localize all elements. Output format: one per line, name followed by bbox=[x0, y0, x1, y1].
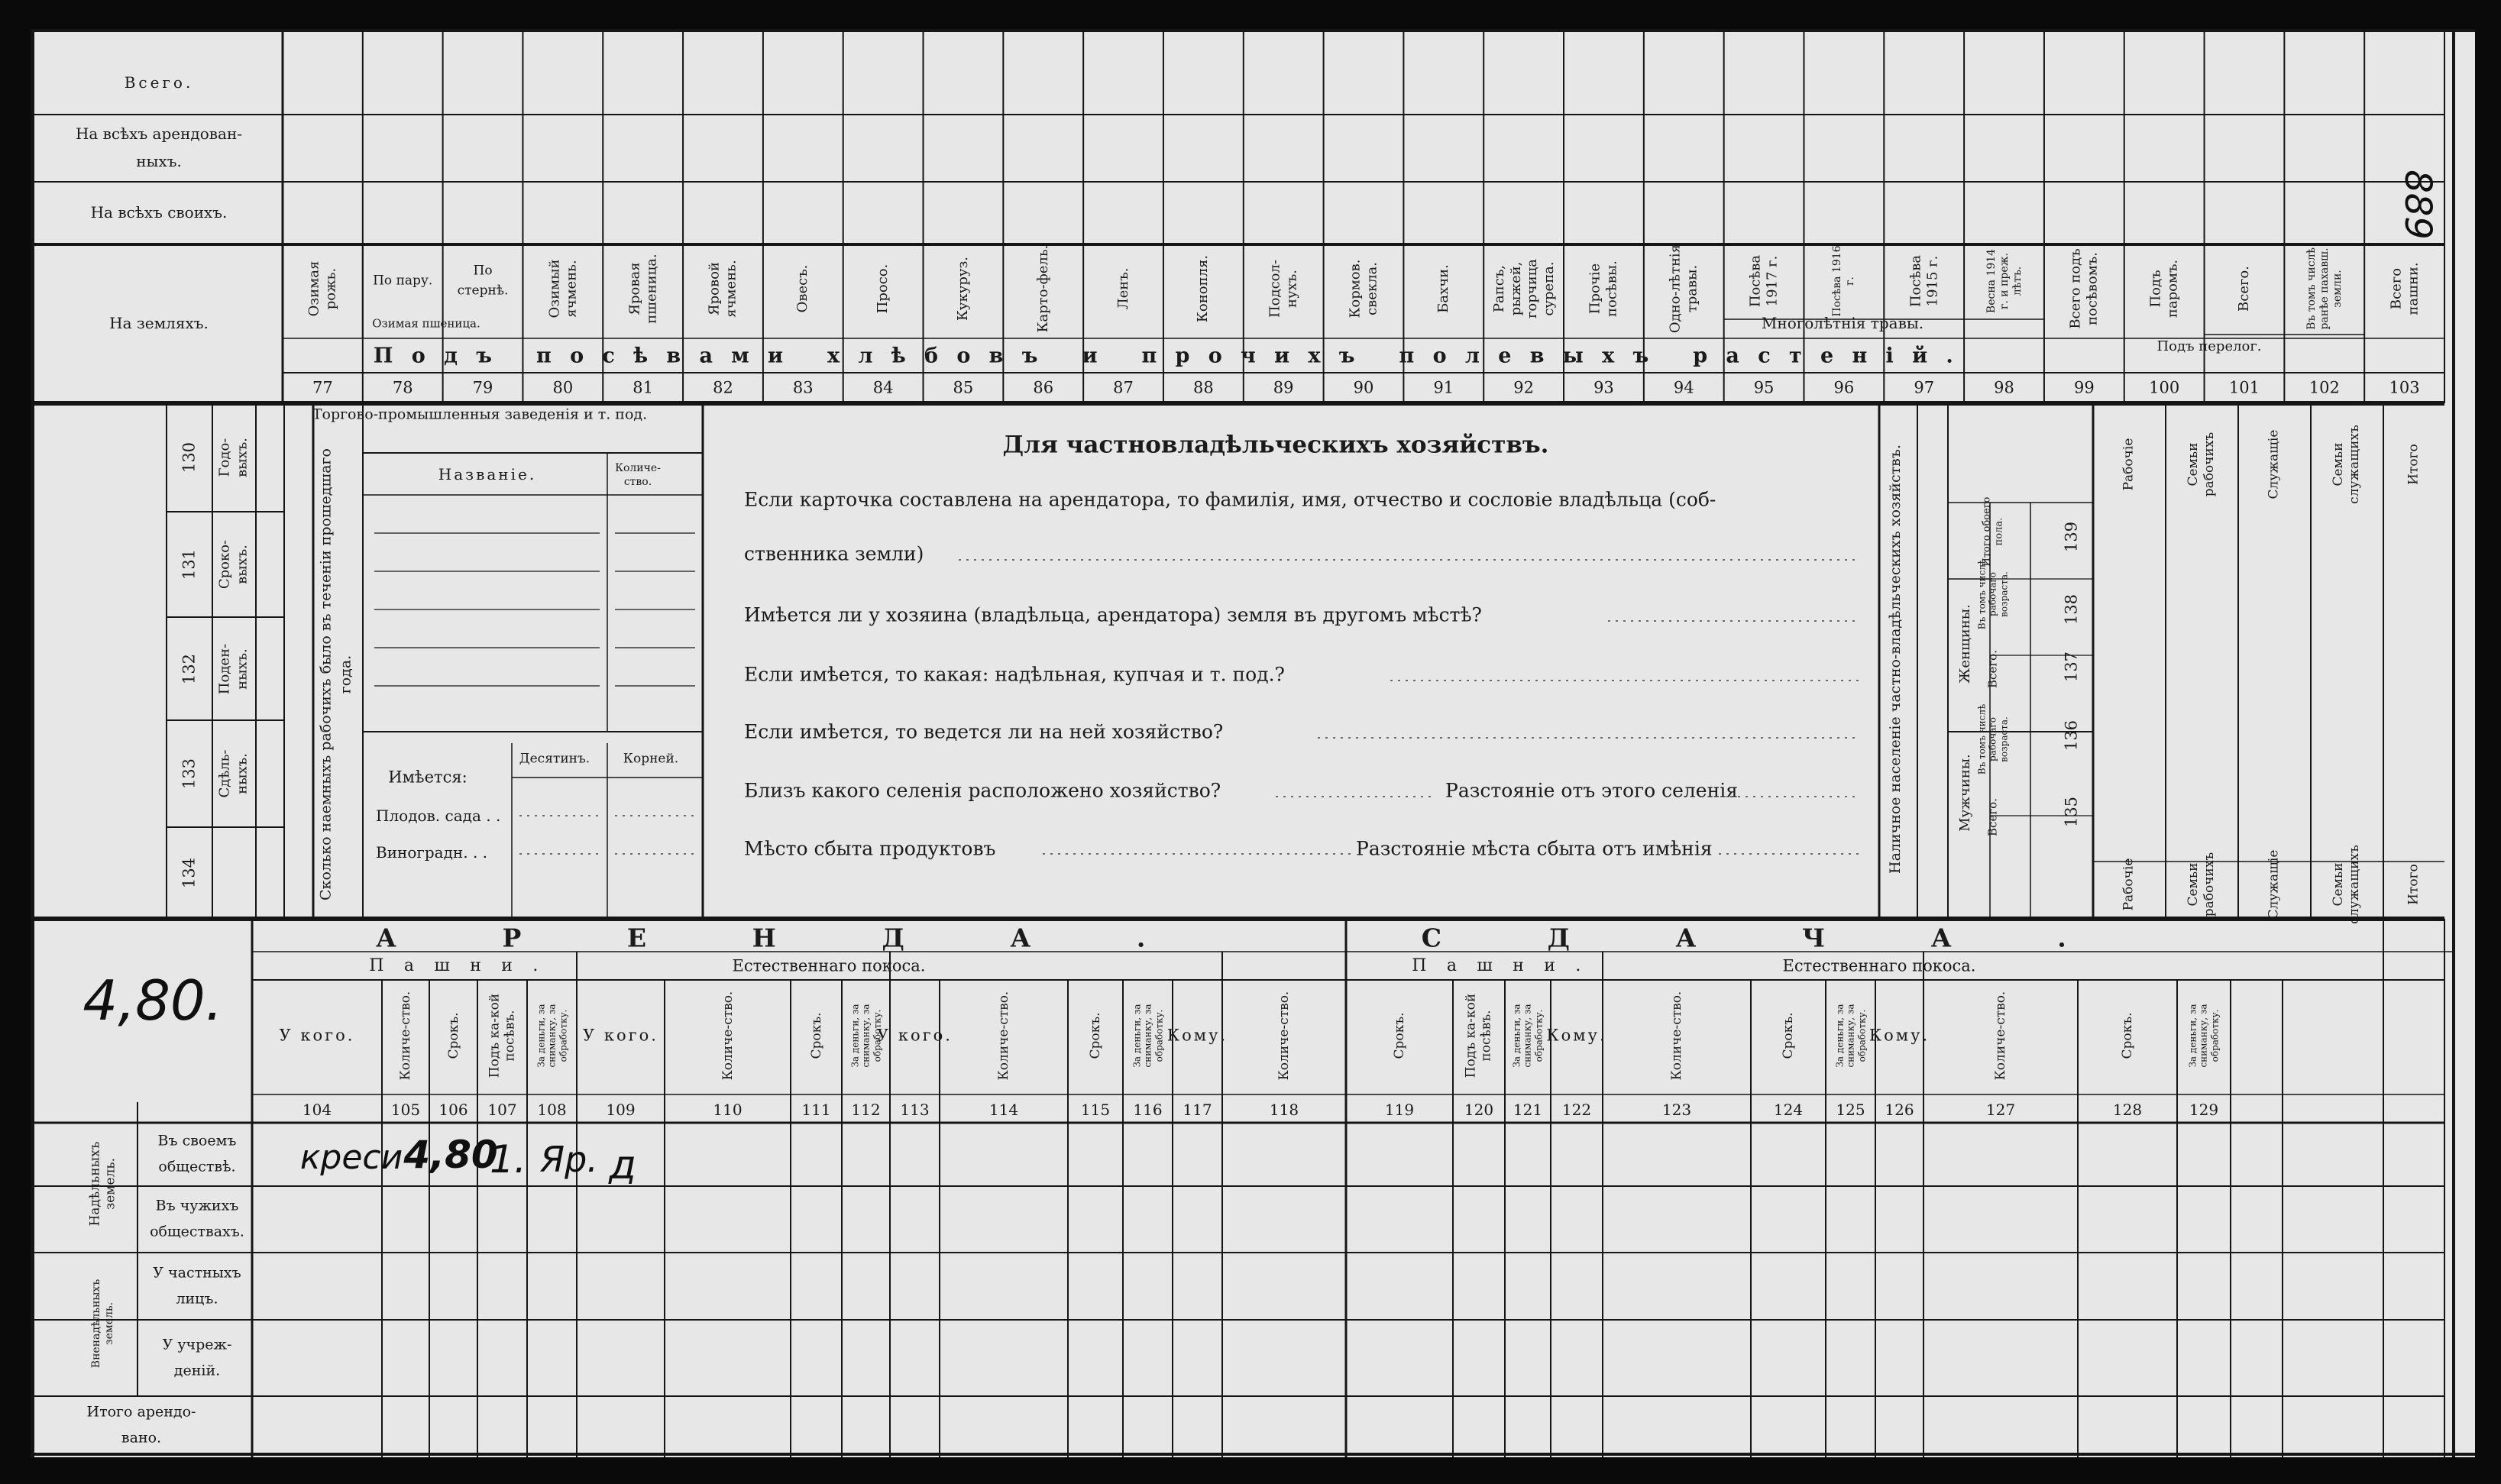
crop-col-header: Яровой ячмень. bbox=[706, 260, 739, 318]
lease-col-header: У кого. bbox=[279, 1026, 355, 1045]
lease-col-number: 111 bbox=[801, 1101, 831, 1119]
population-total-both: Итого обоего пола. bbox=[1981, 496, 2004, 567]
crop-col-number: 77 bbox=[312, 378, 333, 397]
trade-qty-col: Количе-ство. bbox=[615, 461, 661, 488]
population-category-bottom: Семьи служащихъ bbox=[2330, 845, 2362, 924]
lease-col-header: Подъ ка-кой посѣвъ. bbox=[487, 993, 518, 1078]
crop-col-header: Овесъ. bbox=[794, 264, 811, 313]
crop-col-header: Озимый ячмень. bbox=[546, 259, 579, 318]
private-farms-title: Для частновладѣльческихъ хозяйствъ. bbox=[1002, 431, 1549, 459]
lease-col-number: 108 bbox=[537, 1101, 567, 1119]
trade-title: Торгово-промышленныя заведенія и т. под. bbox=[312, 406, 648, 423]
population-category-top: Итого bbox=[2406, 444, 2422, 485]
crop-col-number: 100 bbox=[2149, 378, 2180, 397]
crop-col-header: Подъ паромъ. bbox=[2147, 259, 2181, 318]
pod-posevami-banner: Подъ посѣвами хлѣбовъ и прочихъ полевыхъ растеній. bbox=[373, 344, 1972, 368]
worker-column-number: 131 bbox=[180, 548, 199, 580]
private-q5-distance: Разстояніе отъ этого селенія bbox=[1445, 779, 1739, 802]
population-men-vsego: Всего. bbox=[1985, 798, 2000, 836]
crop-col-header: Подсол-нухъ. bbox=[1267, 259, 1300, 318]
crop-col-header: Просо. bbox=[875, 263, 891, 314]
population-women-vsego: Всего. bbox=[1985, 650, 2000, 688]
lease-row-label: У частныхъ bbox=[153, 1264, 241, 1282]
lease-col-header: За деньги, за сниманку, за обработку. bbox=[1131, 1004, 1164, 1068]
lease-col-header: Кому. bbox=[1546, 1026, 1607, 1045]
crop-col-number: 96 bbox=[1833, 378, 1855, 397]
lease-row-label: Итого арендо- bbox=[86, 1403, 196, 1421]
crop-col-header: Кормов. свекла. bbox=[1347, 259, 1380, 318]
population-column-number: 135 bbox=[2062, 796, 2081, 828]
lease-col-header: За деньги, за сниманку, за обработку. bbox=[535, 1004, 568, 1068]
private-q5: Близъ какого селенія расположено хозяйство? bbox=[744, 779, 1221, 802]
lease-col-number: 117 bbox=[1183, 1101, 1212, 1119]
lease-col-number: 109 bbox=[606, 1101, 636, 1119]
crop-col-header: Прочіе посѣвы. bbox=[1587, 260, 1620, 317]
lease-col-header: Количе-ство. bbox=[995, 991, 1011, 1081]
lease-col-header: Кому. bbox=[1868, 1026, 1930, 1045]
lease-col-number: 105 bbox=[390, 1101, 421, 1119]
orchard-col-desyatin: Десятинъ. bbox=[519, 751, 590, 767]
crop-col-number: 88 bbox=[1192, 378, 1214, 397]
worker-column-number: 130 bbox=[180, 441, 199, 474]
lease-col-number: 106 bbox=[438, 1101, 468, 1119]
handwritten-term: 1. bbox=[490, 1137, 526, 1182]
worker-column-number: 134 bbox=[180, 857, 199, 889]
crop-col-number: 97 bbox=[1914, 378, 1935, 397]
crop-col-number: 92 bbox=[1513, 378, 1534, 397]
crop-col-header: Карто-фель. bbox=[1034, 244, 1051, 333]
lease-col-number: 121 bbox=[1513, 1101, 1543, 1119]
crop-col-number: 82 bbox=[713, 378, 733, 397]
lease-col-header: Количе-ство. bbox=[1276, 991, 1292, 1081]
lease-col-header: У кого. bbox=[583, 1026, 658, 1045]
na-zemlyakh-label: На земляхъ. bbox=[109, 314, 209, 332]
lease-col-number: 122 bbox=[1561, 1101, 1592, 1119]
population-title: Наличное населеніе частно-владѣльческихъ хозяйствъ. bbox=[1887, 445, 1904, 874]
crop-col-number: 86 bbox=[1033, 378, 1054, 397]
handwritten-mode: д bbox=[609, 1143, 636, 1188]
lease-col-header: За деньги, за сниманку, за обработку. bbox=[1511, 1004, 1545, 1068]
worker-column-label: Поден-ныхъ. bbox=[216, 643, 251, 695]
lease-col-header: Подъ ка-кой посѣвъ. bbox=[1463, 993, 1494, 1078]
lease-col-header: Срокъ. bbox=[445, 1012, 461, 1059]
lease-row-label: Въ чужихъ bbox=[155, 1197, 239, 1214]
lease-col-header: Количе-ство. bbox=[1668, 991, 1684, 1081]
lease-col-number: 107 bbox=[487, 1101, 517, 1119]
orchard-col-korney: Корней. bbox=[623, 751, 679, 767]
lease-row-label-cont: обществѣ. bbox=[158, 1158, 236, 1175]
sdacha-pokos: Естественнаго покоса. bbox=[1782, 956, 1976, 975]
arenda-pokos: Естественнаго покоса. bbox=[732, 956, 926, 975]
population-category-bottom: Служащіе bbox=[2266, 849, 2282, 920]
crop-col-number: 81 bbox=[633, 378, 654, 397]
lease-row-label: Въ своемъ bbox=[157, 1132, 237, 1149]
lease-col-header: Количе-ство. bbox=[1992, 991, 2008, 1081]
crop-col-header: По стернѣ. bbox=[457, 263, 509, 298]
lease-col-number: 129 bbox=[2189, 1101, 2219, 1119]
population-category-top: Рабочіе bbox=[2121, 438, 2137, 491]
orchard-row-sad: Плодов. сада . . bbox=[376, 807, 501, 825]
crop-col-number: 90 bbox=[1353, 378, 1374, 397]
lease-col-header: Кому. bbox=[1166, 1026, 1228, 1045]
private-q1-line2: ственника земли) bbox=[744, 542, 924, 565]
crop-col-header: Всего. bbox=[2236, 266, 2253, 312]
pod-perelog-label: Подъ перелог. bbox=[2156, 338, 2262, 354]
hired-workers-label: Сколько наемныхъ рабочихъ было въ теченіи прошедшаго года. bbox=[317, 448, 354, 900]
crop-col-number: 94 bbox=[1673, 378, 1694, 397]
crop-col-number: 85 bbox=[953, 378, 974, 397]
population-men-rab: Въ томъ числѣ рабочаго возраста. bbox=[1976, 703, 2010, 775]
lease-col-number: 125 bbox=[1836, 1101, 1865, 1119]
private-q2: Имѣется ли у хозяина (владѣльца, арендатора) земля въ другомъ мѣстѣ? bbox=[744, 603, 1482, 626]
lease-col-number: 113 bbox=[900, 1101, 930, 1119]
crop-col-number: 98 bbox=[1994, 378, 2014, 397]
lease-col-number: 120 bbox=[1464, 1101, 1494, 1119]
form-grid-lines bbox=[31, 29, 2475, 1457]
lease-col-header: Срокъ. bbox=[808, 1012, 824, 1059]
trade-name-col: Названіе. bbox=[438, 465, 537, 483]
population-category-bottom: Рабочіе bbox=[2121, 858, 2137, 911]
population-column-number: 137 bbox=[2062, 651, 2081, 683]
crop-col-number: 84 bbox=[872, 378, 894, 397]
lease-row-label-cont: обществахъ. bbox=[150, 1223, 244, 1240]
sdacha-pashni: Пашни. bbox=[1412, 956, 1601, 975]
crop-col-header: Рапсъ, рыжей, горчица сурепа. bbox=[1490, 259, 1557, 318]
top-row-label: Всего. bbox=[124, 73, 194, 92]
lease-col-header: Срокъ. bbox=[1391, 1012, 1407, 1059]
population-category-top: Семьи рабочихъ bbox=[2185, 432, 2217, 497]
crop-col-number: 80 bbox=[552, 378, 574, 397]
handwritten-total: 4,80. bbox=[83, 968, 223, 1033]
lease-col-number: 104 bbox=[302, 1101, 332, 1119]
lease-row-label-cont: деній. bbox=[173, 1362, 221, 1379]
worker-column-label: Годо-выхъ. bbox=[216, 438, 251, 477]
crop-col-number: 79 bbox=[472, 378, 493, 397]
worker-column-number: 132 bbox=[180, 653, 199, 685]
crop-col-header: Посѣва 1916 г. bbox=[1831, 245, 1856, 317]
crop-col-number: 78 bbox=[392, 378, 413, 397]
lease-col-header: Срокъ. bbox=[1780, 1012, 1796, 1059]
lease-col-number: 123 bbox=[1661, 1101, 1692, 1119]
top-row-label: На всѣхъ арендован- bbox=[75, 124, 243, 143]
ozimaya-pshenitsa-label: Озимая пшеница. bbox=[372, 316, 480, 331]
crop-col-number: 93 bbox=[1593, 378, 1614, 397]
orchard-has-label: Имѣется: bbox=[388, 768, 468, 787]
lease-col-number: 114 bbox=[988, 1101, 1019, 1119]
lease-col-header: Количе-ство. bbox=[397, 991, 413, 1081]
handwritten-who: креси bbox=[299, 1138, 403, 1177]
handwritten-crop: Яр. bbox=[540, 1139, 598, 1180]
population-men: Мужчины. bbox=[1957, 754, 1973, 832]
crop-col-header: Одно-лѣтнія травы. bbox=[1667, 244, 1700, 334]
lease-col-number: 116 bbox=[1133, 1101, 1163, 1119]
worker-column-label: Сдѣль-ныхъ. bbox=[216, 749, 251, 798]
population-category-top: Служащіе bbox=[2266, 429, 2282, 500]
top-row-label-cont: ныхъ. bbox=[136, 152, 182, 170]
crop-col-header: Бахчи. bbox=[1435, 264, 1452, 313]
sdacha-banner: СДАЧА. bbox=[1421, 923, 2173, 953]
census-form-sheet bbox=[31, 29, 2475, 1457]
handwritten-corner-number: 889 bbox=[2396, 170, 2439, 240]
arenda-pashni: Пашни. bbox=[369, 956, 558, 975]
crop-col-header: Яровая пшеница. bbox=[626, 254, 659, 324]
lease-col-number: 110 bbox=[713, 1101, 743, 1119]
orchard-row-vinograd: Виноградн. . . bbox=[376, 843, 488, 862]
lease-col-header: За деньги, за сниманку, за обработку. bbox=[849, 1004, 882, 1068]
worker-column-label: Сроко-выхъ. bbox=[216, 539, 251, 590]
lease-col-number: 124 bbox=[1773, 1101, 1804, 1119]
population-category-bottom: Семьи рабочихъ bbox=[2185, 852, 2217, 917]
population-category-top: Семьи служащихъ bbox=[2330, 425, 2362, 504]
lease-col-header: У кого. bbox=[877, 1026, 953, 1045]
population-column-number: 139 bbox=[2062, 521, 2081, 553]
crop-col-header: Конопля. bbox=[1195, 254, 1212, 323]
crop-col-header: По пару. bbox=[373, 273, 433, 289]
lease-col-number: 118 bbox=[1269, 1101, 1299, 1119]
worker-column-number: 133 bbox=[180, 758, 199, 790]
crop-col-header: Посѣва 1915 г. bbox=[1907, 254, 1940, 308]
crop-col-number: 91 bbox=[1433, 378, 1454, 397]
crop-col-header: Всего пашни. bbox=[2387, 262, 2421, 315]
private-q4: Если имѣется, то ведется ли на ней хозяйство? bbox=[744, 720, 1224, 743]
population-category-bottom: Итого bbox=[2406, 864, 2422, 905]
handwritten-qty: 4,80 bbox=[403, 1133, 498, 1177]
crop-col-header: Въ томъ числѣ ранѣе пахавш. земли. bbox=[2305, 247, 2344, 330]
lease-row-label-cont: лицъ. bbox=[176, 1290, 218, 1308]
arenda-banner: АРЕНДА. bbox=[376, 923, 1251, 953]
crop-col-number: 89 bbox=[1273, 378, 1294, 397]
lease-col-number: 112 bbox=[851, 1101, 881, 1119]
population-women-rab: Въ томъ числѣ рабочаго возраста. bbox=[1976, 558, 2010, 630]
crop-col-number: 103 bbox=[2389, 378, 2420, 397]
lease-row-label-cont: вано. bbox=[121, 1429, 162, 1447]
crop-col-header: Кукуруз. bbox=[955, 257, 972, 322]
group-vnenadelnye: Вненадѣльныхъ земель. bbox=[90, 1279, 115, 1369]
private-q6-distance: Разстояніе мѣста сбыта отъ имѣнія bbox=[1356, 837, 1713, 860]
lease-col-number: 128 bbox=[2112, 1101, 2143, 1119]
crop-col-header: Всего подъ посѣвомъ. bbox=[2067, 248, 2101, 329]
group-nadelnye: Надѣльныхъ земель. bbox=[87, 1141, 118, 1227]
crop-col-number: 95 bbox=[1753, 378, 1775, 397]
lease-col-header: Количе-ство. bbox=[720, 991, 736, 1081]
crop-col-header: Озимая рожь. bbox=[306, 260, 339, 317]
crop-col-number: 102 bbox=[2308, 378, 2340, 397]
crop-col-number: 101 bbox=[2228, 378, 2260, 397]
population-column-number: 138 bbox=[2062, 593, 2081, 626]
private-q6: Мѣсто сбыта продуктовъ bbox=[744, 837, 996, 860]
population-women: Женщины. bbox=[1957, 604, 1973, 684]
crop-col-number: 99 bbox=[2073, 378, 2095, 397]
crop-col-number: 83 bbox=[792, 378, 814, 397]
lease-col-header: Срокъ. bbox=[1087, 1012, 1103, 1059]
lease-col-number: 126 bbox=[1885, 1101, 1914, 1119]
crop-col-number: 87 bbox=[1113, 378, 1134, 397]
lease-col-header: За деньги, за сниманку, за обработку. bbox=[1833, 1004, 1867, 1068]
mnogoletnie-label: Многолѣтнія травы. bbox=[1761, 314, 1924, 332]
lease-col-number: 127 bbox=[1985, 1101, 2016, 1119]
lease-col-number: 115 bbox=[1080, 1101, 1111, 1119]
top-row-label: На всѣхъ своихъ. bbox=[90, 203, 228, 221]
crop-col-header: Посѣва 1917 г. bbox=[1747, 254, 1781, 308]
private-q3: Если имѣется, то какая: надѣльная, купчая и т. под.? bbox=[744, 663, 1285, 686]
lease-col-header: За деньги, за сниманку, за обработку. bbox=[2187, 1004, 2221, 1068]
crop-col-header: Ленъ. bbox=[1115, 267, 1131, 310]
private-q1-line1: Если карточка составлена на арендатора, то фамилія, имя, отчество и сословіе владѣльца (соб- bbox=[744, 488, 1716, 511]
crop-col-header: Весна 1914 г. и преж. лѣтъ. bbox=[1985, 248, 2023, 314]
lease-col-header: Срокъ. bbox=[2119, 1012, 2135, 1059]
lease-row-label: У учреж- bbox=[162, 1336, 232, 1353]
population-column-number: 136 bbox=[2062, 719, 2081, 752]
lease-col-number: 119 bbox=[1384, 1101, 1415, 1119]
